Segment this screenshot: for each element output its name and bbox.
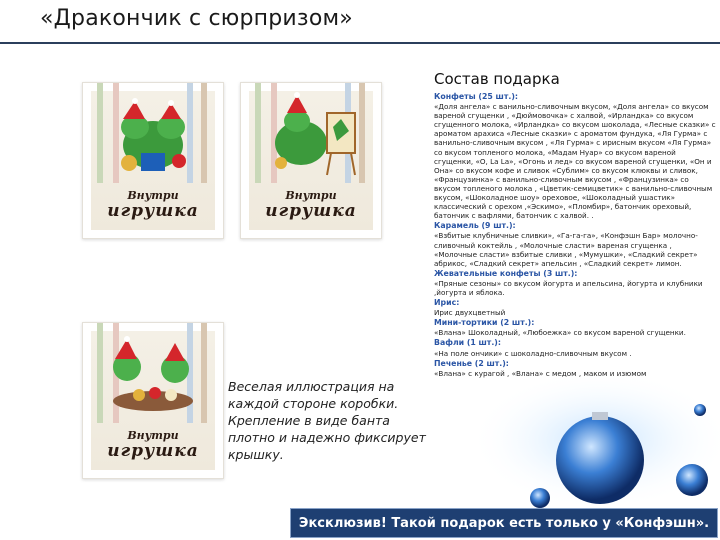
box-caption-bottom: игрушка — [265, 201, 357, 221]
box-caption-bottom: игрушка — [107, 201, 199, 221]
section-heading: Конфеты (25 шт.): — [434, 92, 518, 101]
section-text: «Пряные сезоны» со вкусом йогурта и апельсина, йогурта и клубники ,йогурта и яблока. — [434, 278, 703, 297]
composition-title: Состав подарка — [434, 70, 560, 88]
gift-box-image-1 — [82, 82, 224, 239]
dragon-illustration-icon — [83, 83, 223, 183]
page-title: «Дракончик с сюрпризом» — [40, 6, 353, 31]
section-text: «Влана» с курагой , «Влана» с медом , маком и изюмом — [434, 368, 647, 378]
section-text: Ирис двухцветный — [434, 308, 506, 318]
section-text: «На поле ончики» с шоколадно-сливочным вкусом . — [434, 348, 632, 358]
illustration-note: Веселая иллюстрация на каждой стороне коробки. Крепление в виде банта плотно и надежно фиксирует крышку. — [228, 379, 426, 462]
section-heading: Ирис: — [434, 298, 460, 308]
section-text: «Взбитые клубничные сливки», «Га-га-га», «Конфэшн Бар» молочно-сливочный коктейль , «Молочные сласти» вареная сгущенка , «Молочные сласти» взбитые сливки , «Мумушки», «Сладкий секрет» абрикос, «Сладкий секрет» апельсин , «Сладкий секрет» лимон. — [434, 231, 698, 268]
dragon-illustration-icon — [83, 323, 223, 423]
composition-list — [434, 92, 716, 379]
dragon-illustration-icon — [241, 83, 381, 183]
box-caption-bottom: игрушка — [107, 441, 199, 461]
section-heading: Мини-тортики (2 шт.): — [434, 318, 535, 328]
gift-box-image-2 — [240, 82, 382, 239]
gift-box-image-3 — [82, 322, 224, 479]
box-caption-top: Внутри — [127, 189, 179, 202]
section-text: «Доля ангела» с ванильно-сливочным вкусом, «Доля ангела» со вкусом вареной сгущенки , «Дюймовочка» с халвой, «Ирландка» со вкусом сгущенного молока, «Ирландка» со вкусом шоколада, «Лесные сказки» с ароматом арахиса «Лесные сказки» с ароматом фундука, «Ля Гурма» с ванильно-сливочным вкусом , «Ля Гурма» с ирисным вкусом «Ля Гурма» со вкусом топленого молока, «Мадам Нуар» со вкусом вареной сгущенки, «О, La La», «Огонь и лед» со вкусом вареной сгущенки, «Он и Она» со вкусом кофе и сливок «Сублим» со вкусом клюквы и сливок, «Французинка» с ванильно-сливочным вкусом , «Французинка» со вкусом топленого молока , «Цветик-семицветик» с ванильно-сливочным вкусом, «Шоколадное шоу» ореховое, «Шоколадный ушастик» классический с орехом ,«Эскимо», «Пломбир», батончик ореховый, батончик с вафлями, батончик с халвой. . — [434, 102, 716, 221]
box-caption-top: Внутри — [285, 189, 337, 202]
section-heading: Карамель (9 шт.): — [434, 221, 516, 231]
section-heading: Жевательные конфеты (3 шт.): — [434, 268, 578, 278]
box-caption-top: Внутри — [127, 429, 179, 442]
exclusive-banner: Эксклюзив! Такой подарок есть только у «Конфэшн». — [290, 508, 718, 538]
title-divider — [0, 42, 720, 44]
section-heading: Вафли (1 шт.): — [434, 338, 501, 348]
section-text: «Влана» Шоколадный, «Любоежка» со вкусом вареной сгущенки. — [434, 328, 686, 338]
section-heading: Печенье (2 шт.): — [434, 358, 509, 368]
